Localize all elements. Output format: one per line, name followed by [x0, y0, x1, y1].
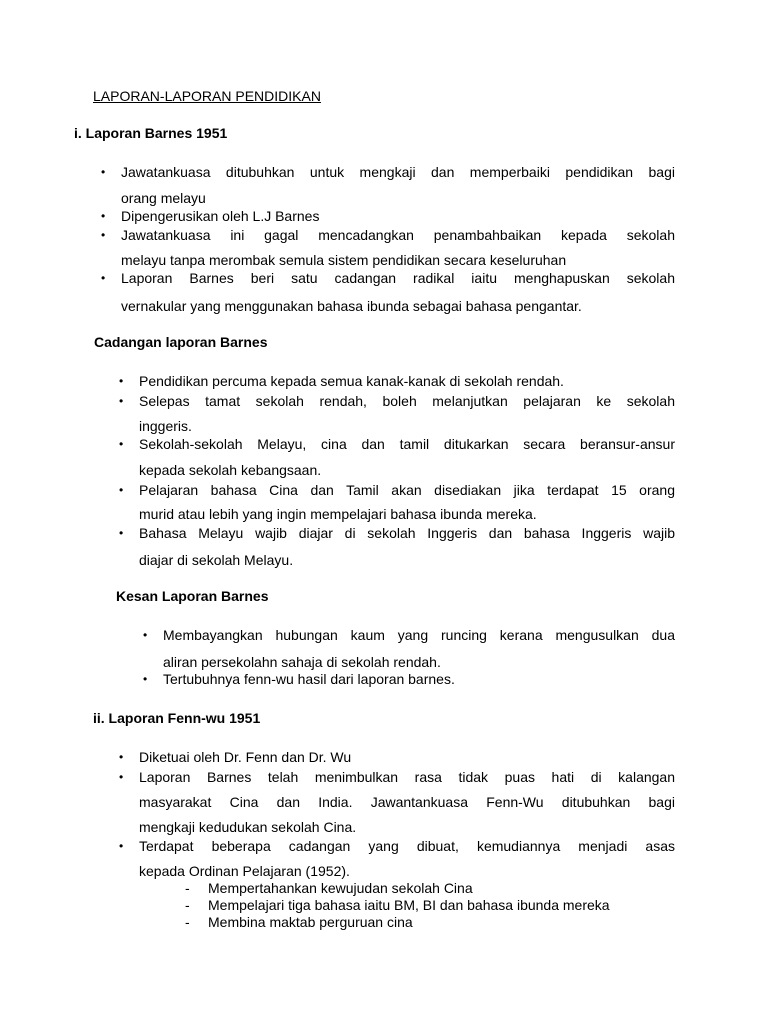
bullet-icon: •	[101, 165, 106, 179]
section2-heading: ii. Laporan Fenn-wu 1951	[93, 710, 261, 726]
dash-item	[185, 897, 610, 914]
item-line: mengkaji kedudukan sekolah Cina.	[139, 819, 357, 835]
bullet-icon: •	[119, 750, 124, 764]
list-item	[143, 624, 675, 673]
dash-marker: -	[185, 880, 190, 896]
bullet-icon: •	[101, 271, 106, 285]
bullet-icon: •	[101, 228, 106, 242]
list-item	[119, 433, 675, 481]
item-line: kepada Ordinan Pelajaran (1952).	[139, 863, 350, 879]
dash-item-text: Membina maktab perguruan cina	[208, 914, 413, 930]
dash-marker: -	[185, 914, 190, 930]
item-line: Laporan Barnes beri satu cadangan radikal iaitu menghapuskan sekolah	[121, 270, 675, 286]
list-item	[119, 479, 675, 525]
item-line: Jawatankuasa ditubuhkan untuk mengkaji dan memperbaiki pendidikan bagi	[121, 164, 675, 180]
item-line: orang melayu	[121, 190, 206, 206]
list-item	[119, 746, 675, 768]
bullet-icon: •	[119, 770, 124, 784]
item-line: Selepas tamat sekolah rendah, boleh melanjutkan pelajaran ke sekolah	[139, 393, 675, 409]
dash-item	[185, 914, 413, 931]
cadangan-heading: Cadangan laporan Barnes	[94, 334, 268, 350]
item-line: Pelajaran bahasa Cina dan Tamil akan disediakan jika terdapat 15 orang	[139, 482, 675, 498]
bullet-icon: •	[119, 526, 124, 540]
item-line: Laporan Barnes telah menimbulkan rasa tidak puas hati di kalangan	[139, 769, 675, 785]
bullet-icon: •	[101, 209, 106, 223]
document-title: LAPORAN-LAPORAN PENDIDIKAN	[93, 88, 321, 104]
list-item	[101, 267, 675, 317]
bullet-icon: •	[119, 374, 124, 388]
bullet-icon: •	[143, 672, 148, 686]
item-line: Sekolah-sekolah Melayu, cina dan tamil ditukarkan secara beransur-ansur	[139, 436, 675, 452]
item-line: kepada sekolah kebangsaan.	[139, 462, 322, 478]
item-line: Terdapat beberapa cadangan yang dibuat, kemudiannya menjadi asas	[139, 838, 675, 854]
item-line: vernakular yang menggunakan bahasa ibunda sebagai bahasa pengantar.	[121, 298, 582, 314]
item-line: inggeris.	[139, 418, 192, 434]
bullet-icon: •	[119, 437, 124, 451]
item-line: Jawatankuasa ini gagal mencadangkan penambahbaikan kepada sekolah	[121, 227, 675, 243]
item-line: aliran persekolahn sahaja di sekolah rendah.	[163, 654, 441, 670]
section1-heading: i. Laporan Barnes 1951	[74, 125, 228, 141]
item-line: murid atau lebih yang ingin mempelajari bahasa ibunda mereka.	[139, 506, 537, 522]
item-line: melayu tanpa merombak semula sistem pendidikan secara keseluruhan	[121, 252, 567, 268]
list-item	[143, 668, 675, 690]
list-item	[119, 766, 675, 838]
list-item	[119, 390, 675, 437]
list-item	[119, 370, 675, 392]
dash-item-text: Mempelajari tiga bahasa iaitu BM, BI dan bahasa ibunda mereka	[208, 897, 610, 913]
dash-item-text: Mempertahankan kewujudan sekolah Cina	[208, 880, 473, 896]
dash-marker: -	[185, 897, 190, 913]
item-line: Tertubuhnya fenn-wu hasil dari laporan barnes.	[163, 671, 455, 687]
item-line: Bahasa Melayu wajib diajar di sekolah Inggeris dan bahasa Inggeris wajib	[139, 525, 675, 541]
list-item	[119, 522, 675, 571]
item-line: Pendidikan percuma kepada semua kanak-kanak di sekolah rendah.	[139, 373, 564, 389]
list-item	[119, 835, 675, 882]
list-item	[101, 224, 675, 271]
item-line: Dipengerusikan oleh L.J Barnes	[121, 208, 320, 224]
kesan-heading: Kesan Laporan Barnes	[116, 588, 269, 604]
dash-item	[185, 880, 473, 897]
bullet-icon: •	[119, 483, 124, 497]
item-line: diajar di sekolah Melayu.	[139, 552, 294, 568]
bullet-icon: •	[119, 839, 124, 853]
bullet-icon: •	[119, 394, 124, 408]
item-line: masyarakat Cina dan India. Jawantankuasa Fenn-Wu ditubuhkan bagi	[139, 794, 675, 810]
list-item	[101, 161, 675, 209]
item-line: Membayangkan hubungan kaum yang runcing kerana mengusulkan dua	[163, 627, 675, 643]
bullet-icon: •	[143, 628, 148, 642]
item-line: Diketuai oleh Dr. Fenn dan Dr. Wu	[139, 749, 352, 765]
